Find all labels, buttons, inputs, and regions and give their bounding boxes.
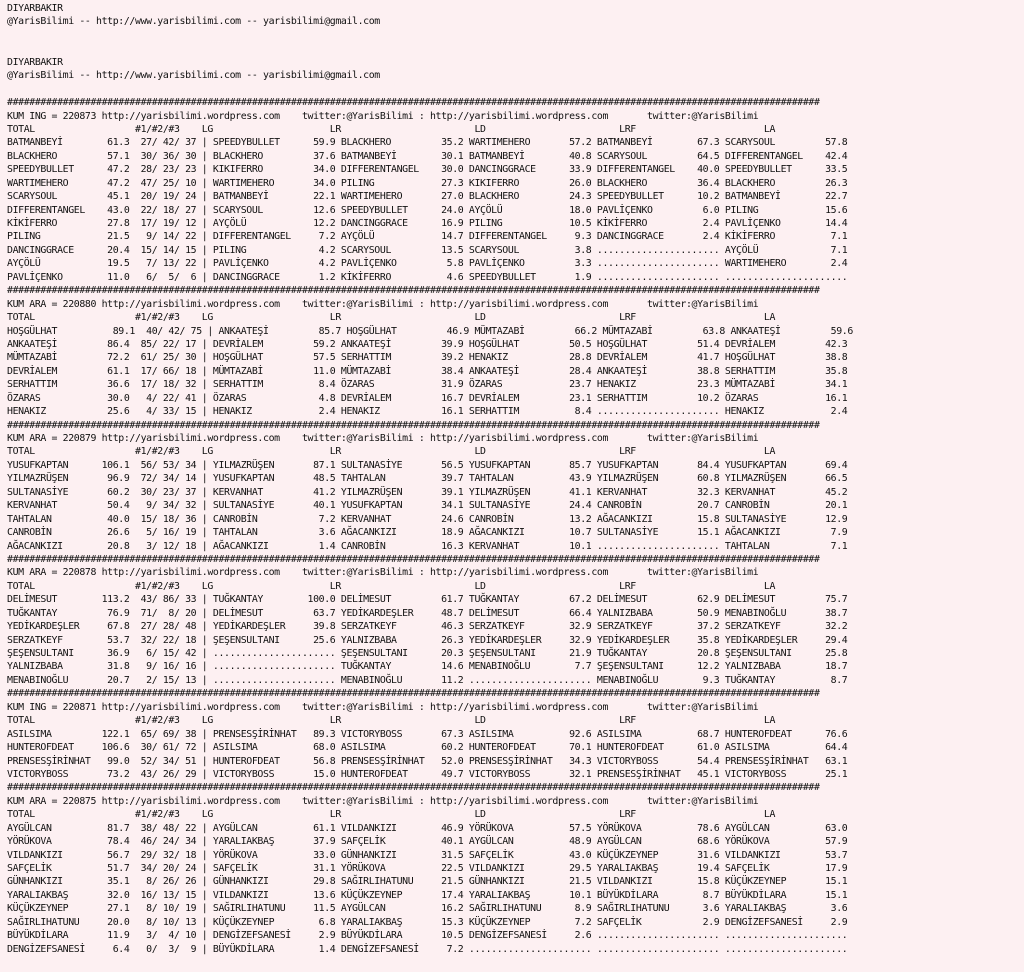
race-header-line[interactable]: KUM ARA = 220880 http://yarisbilimi.wordpress.com twitter:@YarisBilimi : http://yarisbilimi.wordpress.com twitter:@YarisBilimi: [7, 298, 759, 310]
race-header-line[interactable]: KUM ING = 220873 http://yarisbilimi.wordpress.com twitter:@YarisBilimi : http://yarisbilimi.wordpress.com twitter:@YarisBilimi: [7, 110, 759, 122]
table-row: YEDİKARDEŞLER 67.8 27/ 28/ 48 | YEDİKARDEŞLER 39.8 SERZATKEYF 46.3 SERZATKEYF 32.9 SERZATKEYF 37.2 SERZATKEYF 32.2: [7, 621, 848, 633]
table-row: HENAKIZ 25.6 4/ 33/ 15 | HENAKIZ 2.4 HENAKIZ 16.1 SERHATTIM 8.4 ...................... HENAKIZ 2.4: [7, 406, 848, 418]
table-row: SULTANASİYE 60.2 30/ 23/ 37 | KERVANHAT 41.2 YILMAZRÜŞEN 39.1 YILMAZRÜŞEN 41.1 KERVANHAT 32.3 KERVANHAT 45.2: [7, 486, 848, 498]
header-city: DIYARBAKIR: [7, 56, 63, 68]
table-row: BATMANBEYİ 61.3 27/ 42/ 37 | SPEEDYBULLET 59.9 BLACKHERO 35.2 WARTIMEHERO 57.2 BATMANBEYİ 67.3 SCARYSOUL 57.8: [7, 137, 848, 149]
table-row: WARTIMEHERO 47.2 47/ 25/ 10 | WARTIMEHERO 34.0 PILING 27.3 KIKIFERRO 26.0 BLACKHERO 36.4 BLACKHERO 26.3: [7, 177, 848, 189]
column-header-line: TOTAL #1/#2/#3 LG LR LD LRF LA: [7, 446, 776, 458]
table-row: HOŞGÜLHAT 89.1 40/ 42/ 75 | ANKAATEŞİ 85.7 HOŞGÜLHAT 46.9 MÜMTAZABİ 66.2 MÜMTAZABİ 63.8 ANKAATEŞİ 59.6: [7, 325, 853, 337]
table-row: DIFFERENTANGEL 43.0 22/ 18/ 27 | SCARYSOUL 12.6 SPEEDYBULLET 24.0 AYÇÖLÜ 18.0 PAVLİÇENKO 6.0 PILING 15.6: [7, 204, 848, 216]
table-row: SCARYSOUL 45.1 20/ 19/ 24 | BATMANBEYİ 22.1 WARTIMEHERO 27.0 BLACKHERO 24.3 SPEEDYBULLET 10.2 BATMANBEYİ 22.7: [7, 191, 848, 203]
table-row: SAĞIRLIHATUNU 20.0 8/ 10/ 13 | KÜÇÜKZEYNEP 6.8 YARALIAKBAŞ 15.3 KÜÇÜKZEYNEP 7.2 SAFÇELİK 2.9 DENGİZEFSANESİ 2.9: [7, 916, 848, 928]
race-header-line[interactable]: KUM ARA = 220878 http://yarisbilimi.wordpress.com twitter:@YarisBilimi : http://yarisbilimi.wordpress.com twitter:@YarisBilimi: [7, 567, 759, 579]
separator-line: ##################################################################################################################################################: [7, 285, 820, 297]
table-row: MÜMTAZABİ 72.2 61/ 25/ 30 | HOŞGÜLHAT 57.5 SERHATTIM 39.2 HENAKIZ 28.8 DEVRİALEM 41.7 HOŞGÜLHAT 38.8: [7, 352, 848, 364]
header-city: DIYARBAKIR: [7, 3, 63, 14]
column-header-line: TOTAL #1/#2/#3 LG LR LD LRF LA: [7, 123, 776, 135]
table-row: YILMAZRÜŞEN 96.9 72/ 34/ 14 | YUSUFKAPTAN 48.5 TAHTALAN 39.7 TAHTALAN 43.9 YILMAZRÜŞEN 60.8 YILMAZRÜŞEN 66.5: [7, 473, 848, 485]
race-header-line[interactable]: KUM ARA = 220879 http://yarisbilimi.wordpress.com twitter:@YarisBilimi : http://yarisbilimi.wordpress.com twitter:@YarisBilimi: [7, 433, 759, 444]
table-row: VILDANKIZI 56.7 29/ 32/ 18 | YÖRÜKOVA 33.0 GÜNHANKIZI 31.5 SAFÇELİK 43.0 KÜÇÜKZEYNEP 31.6 VILDANKIZI 53.7: [7, 849, 848, 861]
column-header-line: TOTAL #1/#2/#3 LG LR LD LRF LA: [7, 809, 776, 821]
column-header-line: TOTAL #1/#2/#3 LG LR LD LRF LA: [7, 715, 776, 727]
table-row: YÖRÜKOVA 78.4 46/ 24/ 34 | YARALIAKBAŞ 37.9 SAFÇELİK 40.1 AYGÜLCAN 48.9 AYGÜLCAN 68.6 YÖRÜKOVA 57.9: [7, 836, 848, 848]
table-row: ANKAATEŞİ 86.4 85/ 22/ 17 | DEVRİALEM 59.2 ANKAATEŞİ 39.9 HOŞGÜLHAT 50.5 HOŞGÜLHAT 51.4 DEVRİALEM 42.3: [7, 338, 848, 350]
table-row: BLACKHERO 57.1 30/ 36/ 30 | BLACKHERO 37.6 BATMANBEYİ 30.1 BATMANBEYİ 40.8 SCARYSOUL 64.5 DIFFERENTANGEL 42.4: [7, 150, 848, 162]
table-row: YARALIAKBAŞ 32.0 16/ 13/ 15 | VILDANKIZI 13.6 KÜÇÜKZEYNEP 17.4 YARALIAKBAŞ 10.1 BÜYÜKDİLARA 8.7 BÜYÜKDİLARA 15.1: [7, 889, 848, 901]
table-row: AĞACANKIZI 20.8 3/ 12/ 18 | AĞACANKIZI 1.4 CANROBİN 16.3 KERVANHAT 10.1 ...................... TAHTALAN 7.1: [7, 540, 848, 552]
table-row: KERVANHAT 50.4 9/ 34/ 32 | SULTANASİYE 40.1 YUSUFKAPTAN 34.1 SULTANASİYE 24.4 CANROBİN 20.7 CANROBİN 20.1: [7, 500, 848, 512]
separator-line: ##################################################################################################################################################: [7, 782, 820, 794]
table-row: SERHATTIM 36.6 17/ 18/ 32 | SERHATTIM 8.4 ÖZARAS 31.9 ÖZARAS 23.7 HENAKIZ 23.3 MÜMTAZABİ 34.1: [7, 379, 848, 391]
column-header-line: TOTAL #1/#2/#3 LG LR LD LRF LA: [7, 312, 776, 324]
table-row: ŞEŞENSULTANI 36.9 6/ 15/ 42 | ...................... ŞEŞENSULTANI 20.3 ŞEŞENSULTANI 21.9 TUĞKANTAY 20.8 ŞEŞENSULTANI 25.8: [7, 648, 848, 659]
table-row: GÜNHANKIZI 35.1 8/ 26/ 26 | GÜNHANKIZI 29.8 SAĞIRLIHATUNU 21.5 GÜNHANKIZI 21.5 VILDANKIZI 15.8 KÜÇÜKZEYNEP 15.1: [7, 876, 848, 888]
table-row: SERZATKEYF 53.7 32/ 22/ 18 | ŞEŞENSULTANI 25.6 YALNIZBABA 26.3 YEDİKARDEŞLER 32.9 YEDİKARDEŞLER 35.8 YEDİKARDEŞLER 29.4: [7, 634, 848, 646]
blank-line: [7, 42, 1024, 55]
header-contact-line[interactable]: @YarisBilimi -- http://www.yarisbilimi.com -- yarisbilimi@gmail.com: [7, 70, 380, 82]
blank-line: [7, 29, 1024, 42]
table-row: MENABINOĞLU 20.7 2/ 15/ 13 | ...................... MENABINOĞLU 11.2 ...................... MENABINOĞLU 9.3 TUĞKANTAY 8.7: [7, 674, 848, 686]
table-row: DELİMESUT 113.2 43/ 86/ 33 | TUĞKANTAY 100.0 DELİMESUT 61.7 TUĞKANTAY 67.2 DELİMESUT 62.9 DELİMESUT 75.7: [7, 594, 848, 606]
table-row: TUĞKANTAY 76.9 71/ 8/ 20 | DELİMESUT 63.7 YEDİKARDEŞLER 48.7 DELİMESUT 66.4 YALNIZBABA 50.9 MENABINOĞLU 38.7: [7, 607, 848, 619]
table-row: DENGİZEFSANESİ 6.4 0/ 3/ 9 | BÜYÜKDİLARA 1.4 DENGİZEFSANESİ 7.2 ...................... ...................... ......................: [7, 943, 848, 955]
separator-line: ##################################################################################################################################################: [7, 688, 820, 700]
table-row: HUNTEROFDEAT 106.6 30/ 61/ 72 | ASILSIMA 68.0 ASILSIMA 60.2 HUNTEROFDEAT 70.1 HUNTEROFDEAT 61.0 ASILSIMA 64.4: [7, 742, 848, 754]
table-row: AYGÜLCAN 81.7 38/ 48/ 22 | AYGÜLCAN 61.1 VILDANKIZI 46.9 YÖRÜKOVA 57.5 YÖRÜKOVA 78.6 AYGÜLCAN 63.0: [7, 822, 848, 834]
table-row: PAVLİÇENKO 11.0 6/ 5/ 6 | DANCINGGRACE 1.2 KİKİFERRO 4.6 SPEEDYBULLET 1.9 ...................... ......................: [7, 271, 848, 283]
separator-line: ##################################################################################################################################################: [7, 97, 820, 109]
table-row: YALNIZBABA 31.8 9/ 16/ 16 | ...................... TUĞKANTAY 14.6 MENABINOĞLU 7.7 ŞEŞENSULTANI 12.2 YALNIZBABA 18.7: [7, 661, 848, 673]
separator-line: ##################################################################################################################################################: [7, 553, 820, 565]
table-row: ASILSIMA 122.1 65/ 69/ 38 | PRENSESŞİRİNHAT 89.3 VICTORYBOSS 67.3 ASILSIMA 92.6 ASILSIMA 68.7 HUNTEROFDEAT 76.6: [7, 728, 848, 740]
table-row: SAFÇELİK 51.7 34/ 20/ 24 | SAFÇELİK 31.1 YÖRÜKOVA 22.5 VILDANKIZI 29.5 YARALIAKBAŞ 19.4 SAFÇELİK 17.9: [7, 863, 848, 874]
race-header-line[interactable]: KUM ING = 220871 http://yarisbilimi.wordpress.com twitter:@YarisBilimi : http://yarisbilimi.wordpress.com twitter:@YarisBilimi: [7, 701, 759, 713]
race-header-line[interactable]: KUM ARA = 220875 http://yarisbilimi.wordpress.com twitter:@YarisBilimi : http://yarisbilimi.wordpress.com twitter:@YarisBilimi: [7, 795, 759, 807]
table-row: VICTORYBOSS 73.2 43/ 26/ 29 | VICTORYBOSS 15.0 HUNTEROFDEAT 49.7 VICTORYBOSS 32.1 PRENSESŞİRİNHAT 45.1 VICTORYBOSS 25.1: [7, 768, 848, 780]
table-row: PILING 21.5 9/ 14/ 22 | DIFFERENTANGEL 7.2 AYÇÖLÜ 14.7 DIFFERENTANGEL 9.3 DANCINGGRACE 2.4 KİKİFERRO 7.1: [7, 231, 848, 243]
table-row: AYÇÖLÜ 19.5 7/ 13/ 22 | PAVLİÇENKO 4.2 PAVLİÇENKO 5.8 PAVLİÇENKO 3.3 ...................... WARTIMEHERO 2.4: [7, 258, 848, 270]
table-row: YUSUFKAPTAN 106.1 56/ 53/ 34 | YILMAZRÜŞEN 87.1 SULTANASİYE 56.5 YUSUFKAPTAN 85.7 YUSUFKAPTAN 84.4 YUSUFKAPTAN 69.4: [7, 459, 848, 471]
table-row: CANROBİN 26.6 5/ 16/ 19 | TAHTALAN 3.6 AĞACANKIZI 18.9 AĞACANKIZI 10.7 SULTANASİYE 15.1 AĞACANKIZI 7.9: [7, 527, 848, 539]
table-row: KİKİFERRO 27.8 17/ 19/ 12 | AYÇÖLÜ 12.2 DANCINGGRACE 16.9 PILING 10.5 KİKİFERRO 2.4 PAVLİÇENKO 14.4: [7, 218, 848, 229]
table-row: DANCINGGRACE 20.4 15/ 14/ 15 | PILING 4.2 SCARYSOUL 13.5 SCARYSOUL 3.8 ...................... AYÇÖLÜ 7.1: [7, 244, 848, 256]
table-row: SPEEDYBULLET 47.2 28/ 23/ 23 | KIKIFERRO 34.0 DIFFERENTANGEL 30.0 DANCINGGRACE 33.9 DIFFERENTANGEL 40.0 SPEEDYBULLET 33.5: [7, 164, 848, 176]
column-header-line: TOTAL #1/#2/#3 LG LR LD LRF LA: [7, 580, 776, 592]
header-contact-line[interactable]: @YarisBilimi -- http://www.yarisbilimi.com -- yarisbilimi@gmail.com: [7, 16, 380, 28]
table-row: DEVRİALEM 61.1 17/ 66/ 18 | MÜMTAZABİ 11.0 MÜMTAZABİ 38.4 ANKAATEŞİ 28.4 ANKAATEŞİ 38.8 SERHATTIM 35.8: [7, 365, 848, 377]
table-row: ÖZARAS 30.0 4/ 22/ 41 | ÖZARAS 4.8 DEVRİALEM 16.7 DEVRİALEM 23.1 SERHATTIM 10.2 ÖZARAS 16.1: [7, 392, 848, 404]
separator-line: ##################################################################################################################################################: [7, 419, 820, 431]
table-row: KÜÇÜKZEYNEP 27.1 8/ 10/ 19 | SAĞIRLIHATUNU 11.5 AYGÜLCAN 16.2 SAĞIRLIHATUNU 8.9 SAĞIRLIHATUNU 3.6 YARALIAKBAŞ 3.6: [7, 903, 848, 915]
blank-line: [7, 83, 1024, 96]
table-row: BÜYÜKDİLARA 11.9 3/ 4/ 10 | DENGİZEFSANESİ 2.9 BÜYÜKDİLARA 10.5 DENGİZEFSANESİ 2.6 ...................... ......................: [7, 930, 848, 942]
table-row: TAHTALAN 40.0 15/ 18/ 36 | CANROBİN 7.2 KERVANHAT 24.6 CANROBİN 13.2 AĞACANKIZI 15.8 SULTANASİYE 12.9: [7, 513, 848, 525]
table-row: PRENSESŞİRİNHAT 99.0 52/ 34/ 51 | HUNTEROFDEAT 56.8 PRENSESŞİRİNHAT 52.0 PRENSESŞİRİNHAT 34.3 VICTORYBOSS 54.4 PRENSESŞİRİNHAT 63.1: [7, 755, 848, 767]
